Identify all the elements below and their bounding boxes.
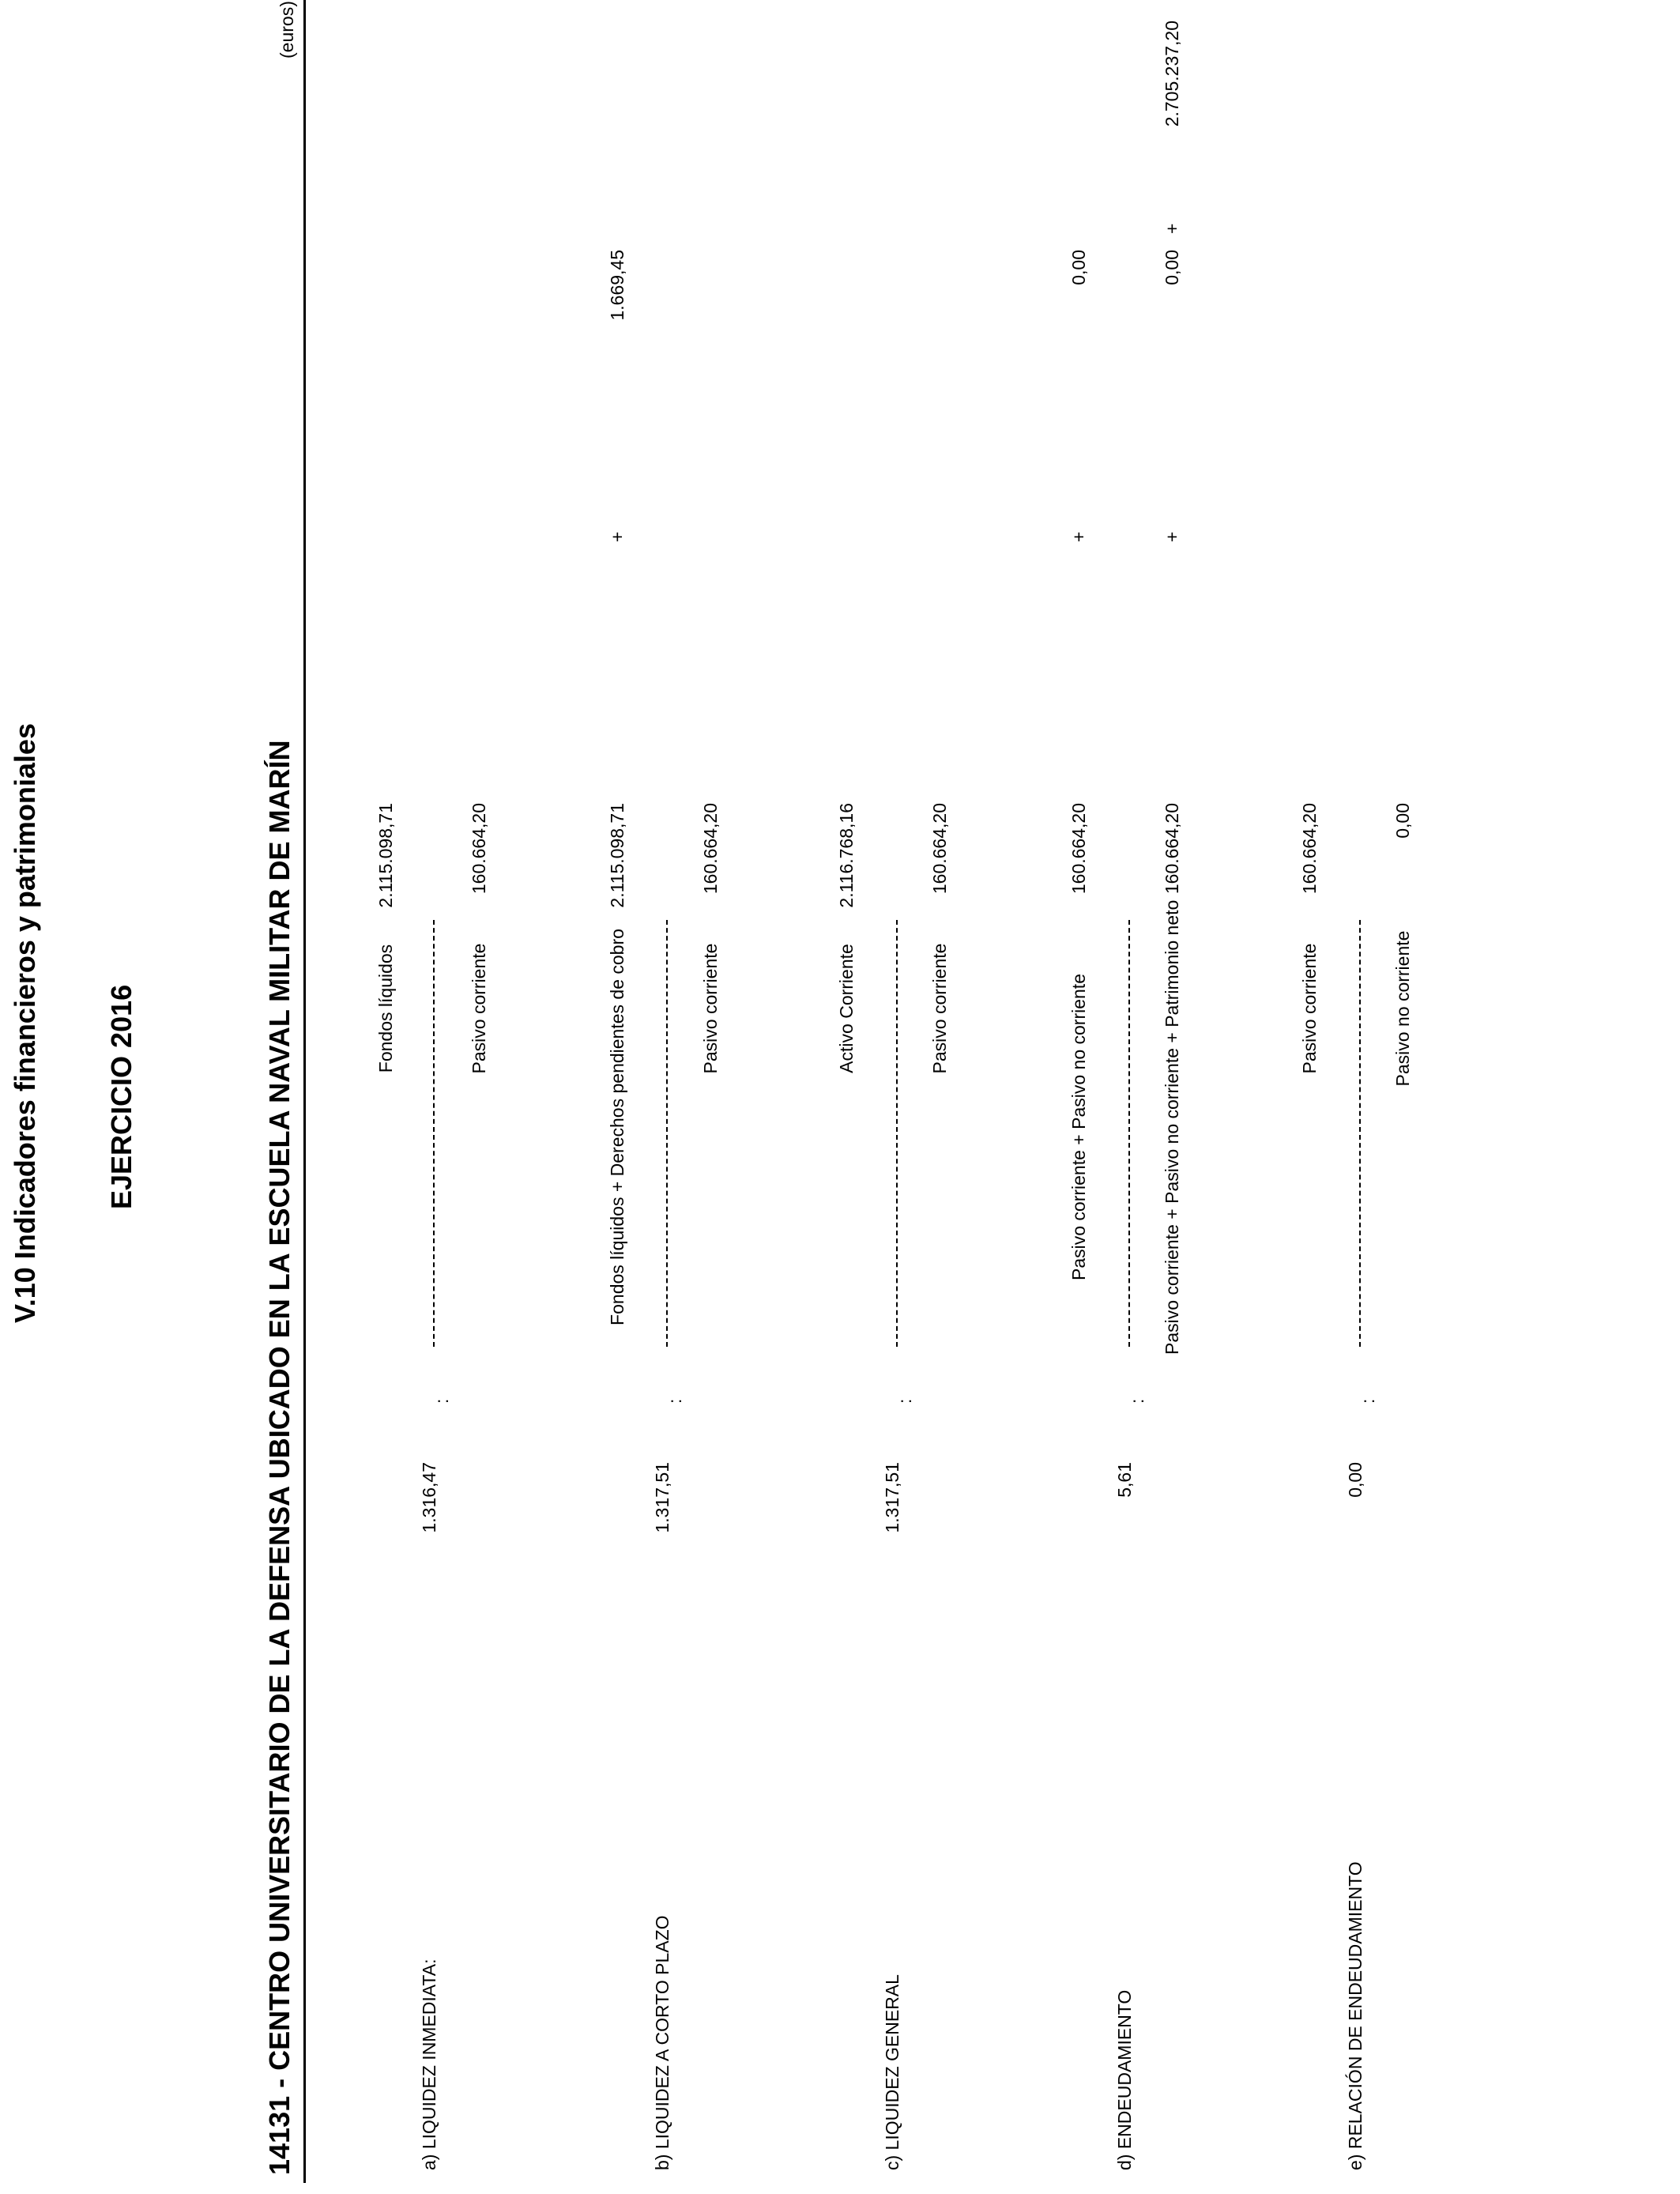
indicator-a-colon: : <box>431 1398 452 1404</box>
indicator-d-plus-3: + <box>1162 223 1182 234</box>
indicator-d-result: 5,61 <box>1114 1462 1135 1498</box>
indicator-d-numerator: Pasivo corriente + Pasivo no corriente <box>1068 974 1089 1281</box>
indicator-d-denominator-value-3: 2.705.237,20 <box>1162 21 1182 127</box>
report-title: V.10 Indicadores financieros y patrimoniales <box>9 723 41 1323</box>
indicator-a-name: a) LIQUIDEZ INMEDIATA: <box>419 1958 439 2170</box>
indicator-a-result: 1.316,47 <box>419 1462 439 1533</box>
indicator-b-numerator-value-2: 1.669,45 <box>607 250 627 321</box>
indicator-b-fraction-line <box>666 920 668 1347</box>
indicator-a-numerator-value: 2.115.098,71 <box>375 803 396 908</box>
currency-note: (euros) <box>277 1 297 58</box>
indicator-c-colon: : <box>895 1398 915 1404</box>
indicator-c-numerator: Activo Corriente <box>836 944 857 1073</box>
indicator-b-colon: : <box>665 1398 685 1404</box>
indicator-b-denominator-value: 160.664,20 <box>700 803 721 895</box>
indicator-d-numerator-value: 160.664,20 <box>1068 803 1089 895</box>
indicator-e-numerator: Pasivo corriente <box>1299 943 1320 1074</box>
indicator-d-colon: : <box>1127 1398 1147 1404</box>
indicator-c-denominator: Pasivo corriente <box>929 943 950 1074</box>
exercise-title: EJERCICIO 2016 <box>105 984 137 1209</box>
indicator-c-result: 1.317,51 <box>882 1462 902 1533</box>
indicator-d-denominator: Pasivo corriente + Pasivo no corriente + Patrimonio neto <box>1162 899 1182 1355</box>
indicator-e-numerator-value: 160.664,20 <box>1299 803 1320 895</box>
indicator-c-name: c) LIQUIDEZ GENERAL <box>882 1974 902 2170</box>
header-rule <box>303 0 306 2183</box>
indicator-c-numerator-value: 2.116.768,16 <box>836 803 857 908</box>
indicator-e-denominator-value: 0,00 <box>1392 803 1413 839</box>
indicator-d-plus-1: + <box>1068 531 1089 542</box>
indicator-e-denominator: Pasivo no corriente <box>1392 930 1413 1087</box>
indicator-e-name: e) RELACIÓN DE ENDEUDAMIENTO <box>1345 1861 1365 2170</box>
indicator-b-name: b) LIQUIDEZ A CORTO PLAZO <box>652 1915 672 2170</box>
indicator-e-colon: : <box>1358 1398 1378 1404</box>
indicator-b-numerator: Fondos líquidos + Derechos pendientes de cobro <box>607 929 627 1325</box>
indicator-d-numerator-value-2: 0,00 <box>1068 250 1089 285</box>
indicator-b-denominator: Pasivo corriente <box>700 943 721 1074</box>
indicator-c-denominator-value: 160.664,20 <box>929 803 950 895</box>
indicator-b-plus: + <box>607 531 627 542</box>
indicator-d-name: d) ENDEUDAMIENTO <box>1114 1989 1135 2170</box>
indicator-b-numerator-value: 2.115.098,71 <box>607 803 627 908</box>
indicator-c-fraction-line <box>896 920 898 1347</box>
indicator-a-denominator: Pasivo corriente <box>469 943 489 1074</box>
indicator-b-result: 1.317,51 <box>652 1462 672 1533</box>
indicator-a-fraction-line <box>433 920 435 1347</box>
indicator-e-result: 0,00 <box>1345 1462 1365 1498</box>
indicator-d-denominator-value-2: 0,00 <box>1162 250 1182 285</box>
indicator-d-plus-2: + <box>1162 531 1182 542</box>
indicator-a-numerator: Fondos líquidos <box>375 944 396 1073</box>
indicator-d-denominator-value: 160.664,20 <box>1162 803 1182 895</box>
indicator-d-fraction-line <box>1128 920 1130 1347</box>
indicator-e-fraction-line <box>1359 920 1361 1347</box>
entity-title: 14131 - CENTRO UNIVERSITARIO DE LA DEFENSA UBICADO EN LA ESCUELA NAVAL MILITAR DE MARÍN <box>263 740 296 2175</box>
indicator-a-denominator-value: 160.664,20 <box>469 803 489 895</box>
